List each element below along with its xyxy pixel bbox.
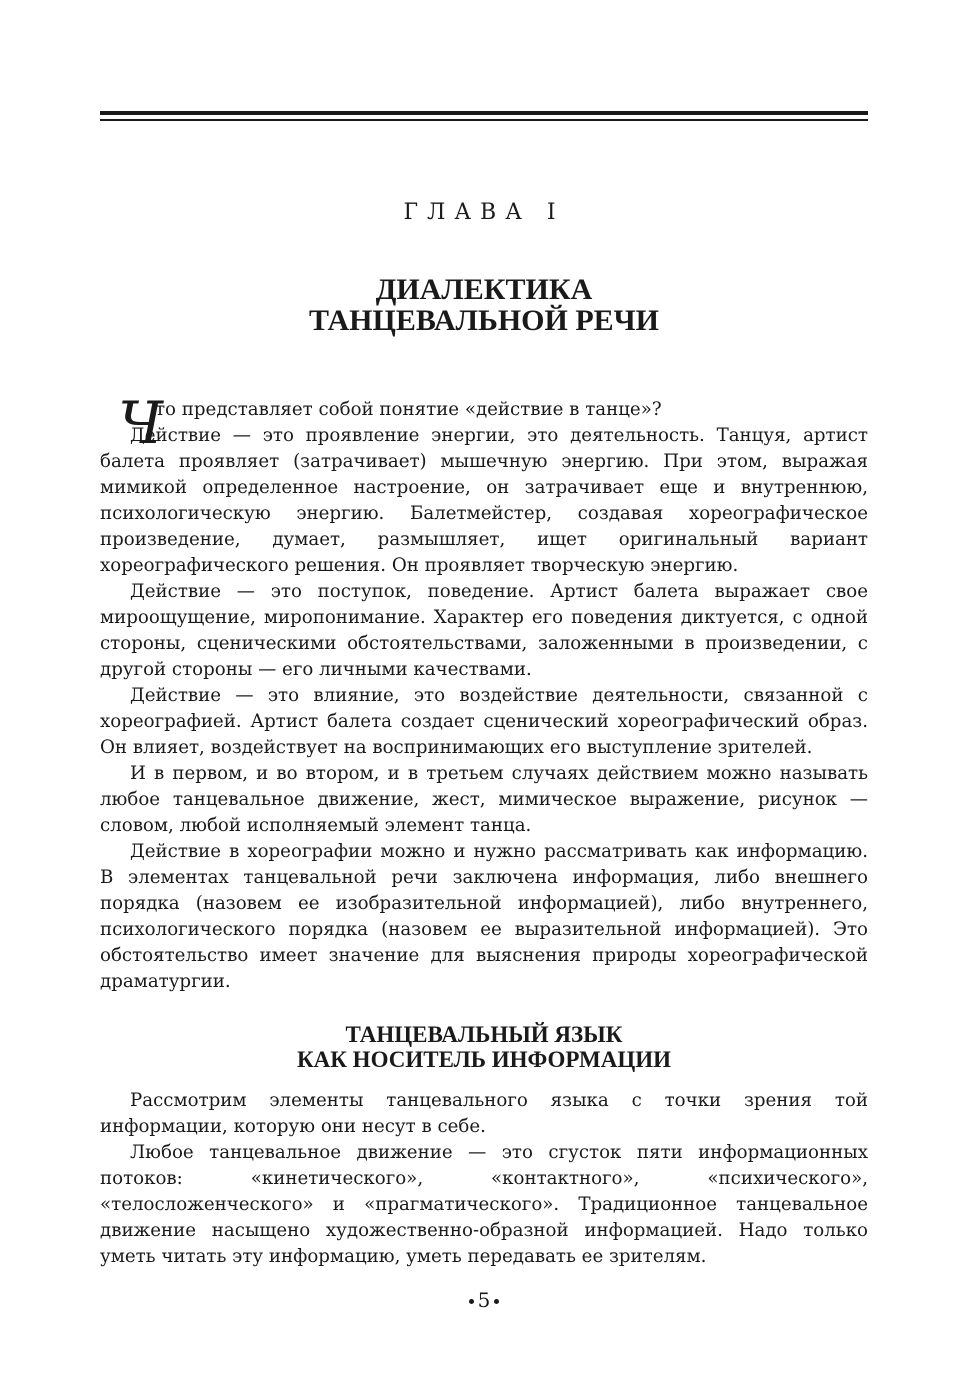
chapter-title-line-1: ДИАЛЕКТИКА	[375, 273, 593, 306]
dropcap: Ч	[118, 389, 163, 457]
section-heading-line-2: КАК НОСИТЕЛЬ ИНФОРМАЦИИ	[296, 1047, 672, 1072]
chapter-label: ГЛАВА I	[403, 200, 565, 225]
paragraph: Действие — это проявление энергии, это деятельность. Танцуя, артист балета проявляет (затрачивает) мышечную энергию. При этом, выражая мимикой определенное настроение, он затрачивает еще и внутреннюю, психологическую энергию. Балетмейстер, создавая хореографическое произведение, думает, размышляет, ищет оригинальный вариант хореографического решения. Он проявляет творческую энергию.	[100, 425, 868, 576]
first-line-text: то представляет собой понятие «действие в танце»?	[155, 399, 662, 420]
section-body	[100, 1088, 868, 1270]
chapter-body	[100, 389, 868, 995]
paragraph: Действие — это поступок, поведение. Артист балета выражает свое мироощущение, миропонимание. Характер его поведения диктуется, с одной стороны, сценическими обстоятельствами, заложенными в произведении, с другой стороны — его личными качествами.	[100, 581, 868, 680]
paragraph: Действие — это влияние, это воздействие деятельности, связанной с хореографией. Артист балета создает сценический хореографический образ. Он влияет, воздействует на воспринимающих его выступление зрителей.	[100, 685, 868, 758]
section-heading-line-1: ТАНЦЕВАЛЬНЫЙ ЯЗЫК	[345, 1022, 623, 1047]
first-line	[100, 389, 868, 457]
header-rule-thick	[100, 111, 868, 115]
section-heading	[100, 1022, 868, 1072]
page-number	[100, 1288, 868, 1312]
page-number-dot-left	[469, 1299, 474, 1304]
chapter-title	[100, 274, 868, 336]
page-number-dot-right	[494, 1299, 499, 1304]
paragraph: Действие в хореографии можно и нужно рассматривать как информацию. В элементах танцевальной речи заключена информация, либо внешнего порядка (назовем ее изобразительной информацией), либо внутреннего, психологического порядка (назовем ее выразительной информацией). Это обстоятельство имеет значение для выяснения природы хореографической драматургии.	[100, 841, 868, 992]
paragraph: И в первом, и во втором, и в третьем случаях действием можно называть любое танцевальное движение, жест, мимическое выражение, рисунок — словом, любой исполняемый элемент танца.	[100, 763, 868, 836]
header-rule-thin	[100, 119, 868, 121]
paragraph: Любое танцевальное движение — это сгусток пяти информационных потоков: «кинетического», «контактного», «психического», «телосложенческого» и «прагматического». Традиционное танцевальное движение насыщено художественно-образной информацией. Надо только уметь читать эту информацию, уметь передавать ее зрителям.	[100, 1142, 868, 1267]
paragraph: Рассмотрим элементы танцевального языка с точки зрения той информации, которую они несут в себе.	[100, 1090, 868, 1137]
page-number-value: 5	[477, 1288, 491, 1312]
chapter-title-line-2: ТАНЦЕВАЛЬНОЙ РЕЧИ	[308, 304, 660, 337]
